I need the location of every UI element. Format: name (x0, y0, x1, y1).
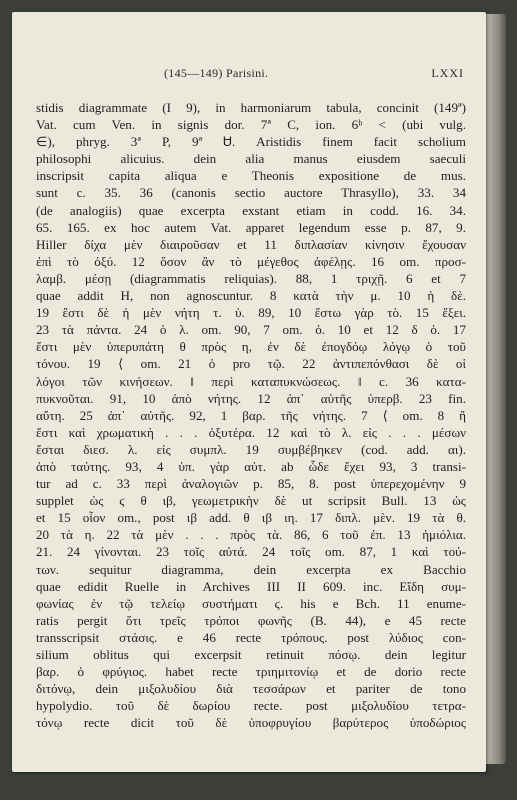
text-line: ἀπὸ ταύτης. 93, 4 ὑπ. γὰρ αὐτ. ab ὧδε ἔχει 93, 3 transi- (36, 458, 466, 474)
text-line: 19 ἔστι δὲ ἡ μὲν νήτη τ. ὑ. 89, 10 ἔστω γὰρ τὸ. 15 ἕξει. (36, 305, 466, 321)
text-line: quae addit H, non agnoscuntur. 8 κατὰ τὴν μ. 10 ἡ δὲ. (36, 288, 466, 304)
running-header (12, 66, 486, 86)
text-line: inscripsit capita aliqua e Theonis expositione de mus. (36, 168, 466, 184)
text-line: των. sequitur diagramma, dein excerpta ex Bacchio (36, 561, 466, 577)
text-line: sunt c. 35. 36 (canonis sectio auctore Thrasyllo), 33. 34 (36, 185, 466, 201)
text-line: philosophi alicuius. dein alia manus eiusdem saeculi (36, 151, 466, 167)
text-line: ἐπὶ τὸ ὀξύ. 12 ὅσον ἂν τὸ μέγεθος ἀφέλῃς. 16 om. προσ- (36, 253, 466, 269)
text-line: ἔστι μὲν ὑπερυπάτη θ πρὸς η, ἐν δὲ ἐπογδόῳ λόγῳ ὁ τοῦ (36, 339, 466, 355)
text-line: λαμβ. μέσῃ (diagrammatis reliquias). 88, 1 τριχῇ. 6 et 7 (36, 270, 466, 286)
text-line: ∈), phryg. 3ª P, 9ª Ꮜ. Aristidis finem facit scholium (36, 134, 466, 150)
text-line: βαρ. ὁ φρύγιος. habet recte τριημιτονίῳ et de dorio recte (36, 664, 466, 680)
text-line: αὕτη. 25 ἀπ᾽ αὐτῆς. 92, 1 βαρ. τῆς νήτης. 7 ⟨ om. 8 ἤ (36, 407, 466, 423)
text-line: stidis diagrammate (I 9), in harmoniarum tabula, concinit (149ª) (36, 100, 466, 115)
text-line: Vat. cum Ven. in signis dor. 7ª C, ion. 6ᵇ < (ubi vulg. (36, 117, 466, 133)
text-line: Hiller δίχα μὲν διαιροῦσαν et 11 διπλασίαν κίνησιν ἔχουσαν (36, 236, 466, 252)
text-line: φωνίας ἐν τῷ τελείῳ συστήματι ϛ. his e Bch. 11 enume- (36, 595, 466, 611)
text-line: ἔσται διεσ. λ. εἰς συμπλ. 19 συμβέβηκεν (cod. add. αι). (36, 441, 466, 457)
body-text (36, 99, 466, 731)
text-line: 23 τὰ πάντα. 24 ὁ λ. om. 90, 7 om. ὁ. 10 et 12 δ ὁ. 17 (36, 322, 466, 338)
text-line: ἔστι καὶ χρωματικὴ . . . ὀξυτέρα. 12 καὶ τὸ λ. εἰς . . . μέσων (36, 424, 466, 440)
text-line: πυκνοῦται. 91, 10 ἀπὸ νήτης. 12 ἀπ᾽ αὐτῆς ὑπερβ. 23 fin. (36, 390, 466, 406)
text-line: τόνῳ recte dicit τοῦ δὲ ὑποφρυγίου βαρύτερος ὑποδώριος (36, 715, 466, 731)
page-number: LXXI (431, 66, 464, 80)
text-line: quae edidit Ruelle in Archives III II 609. inc. Εἴδη συμ- (36, 578, 466, 594)
text-line: λόγοι τῶν κινήσεων. ‖ περὶ καταπυκνώσεως. ‖ c. 36 κατα- (36, 373, 466, 389)
text-line: 20 τὰ η. 22 τὰ μὲν . . . πρὸς τὰ. 86, 6 τοῦ ἐπ. 13 ἡμιόλια. (36, 527, 466, 543)
book-page (12, 12, 486, 772)
text-line: 65. 165. ex hoc autem Vat. apparet legendum esse p. 87, 9. (36, 219, 466, 235)
text-line: ratis pergit ὅτι τρεῖς τρόποι φωνῆς (B. 44), e 45 recte (36, 612, 466, 628)
text-line: supplet ὡς ϛ θ ιβ, γεωμετρικὴν δὲ ut scripsit Bull. 13 ὡς (36, 493, 466, 509)
text-line: transscripsit στάσις. e 46 recte τρόπους. post λύδιος con- (36, 629, 466, 645)
text-line: (de analogiis) quae excerpta exstant etiam in codd. 16. 34. (36, 202, 466, 218)
text-line: silium oblitus qui excerpsit retinuit πόσῳ. dein legitur (36, 647, 466, 662)
text-line: τόνου. 19 ⟨ om. 21 ὁ pro τῷ. 22 ἀντιπεπόνθασι δὲ οἱ (36, 356, 466, 372)
text-line: et 15 οἷον om., post ιβ add. θ ιβ ιη. 17 διπλ. μὲν. 19 τὰ θ. (36, 510, 466, 526)
text-line: διτόνῳ, dein μιξολυδίου διὰ τεσσάρων et pariter de tono (36, 681, 466, 697)
header-title: (145—149) Parisini. (164, 66, 269, 80)
text-line: hypolydio. τοῦ δὲ δωρίου recte. post μιξολυδίου τετρα- (36, 698, 466, 714)
text-line: 21. 24 γίνονται. 23 τοῖς αὐτά. 24 τοῖς om. 87, 1 καὶ τού- (36, 544, 466, 560)
text-line: tur ad c. 33 περὶ ἀναλογιῶν p. 85, 8. post ὑπερεχομένην 9 (36, 476, 466, 492)
